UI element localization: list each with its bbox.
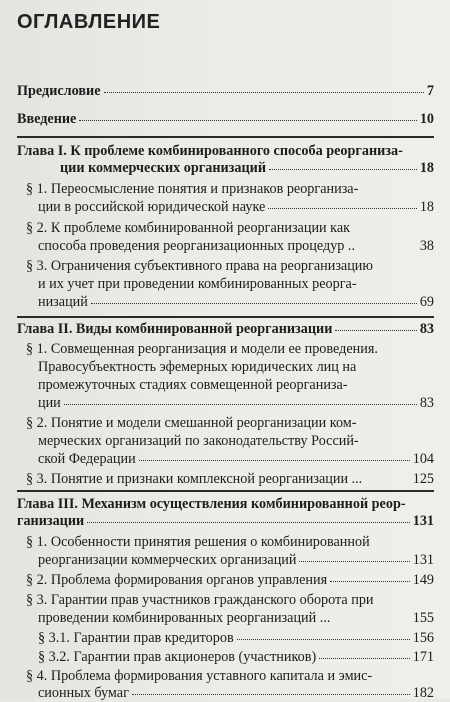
- leader-dots: [139, 448, 410, 461]
- ch1-sec1-line1: § 1. Переосмысление понятия и признаков реорганиза-: [26, 181, 359, 197]
- ch1-sec3-line2: и их учет при проведении комбинированных реорга-: [38, 276, 357, 292]
- entry-page: 69: [419, 294, 434, 310]
- entry-label: ции в российской юридической науке: [38, 199, 266, 215]
- ch2-sec1-line1: § 1. Совмещенная реорганизация и модели ее проведения.: [26, 341, 378, 357]
- ch3-sec3-line1: § 3. Гарантии прав участников гражданского оборота при: [26, 592, 374, 608]
- entry-page: 18: [419, 199, 434, 215]
- entry-label: Предисловие: [17, 83, 101, 99]
- ch2-sec2-line2: мерческих организаций по законодательству Россий-: [38, 433, 359, 449]
- entry-label: § 2. Проблема формирования органов управления: [26, 572, 328, 588]
- leader-dots: [132, 682, 410, 695]
- leader-dots: [104, 80, 424, 93]
- entry-label: ской Федерации: [38, 451, 136, 467]
- entry-page: 131: [412, 513, 434, 529]
- ch3-sec1-line1: § 1. Особенности принятия решения о комбинированной: [26, 534, 370, 550]
- entry-page: 104: [412, 451, 434, 467]
- leader-dots: [330, 569, 410, 582]
- toc-entry-preface: [17, 82, 434, 100]
- entry-label: ции: [38, 395, 61, 411]
- entry-page: 83: [419, 395, 434, 411]
- toc-entry-intro: [17, 110, 434, 128]
- ch2-sec1-line2: Правосубъектность эфемерных юридических лиц на: [38, 359, 357, 375]
- entry-label: ганизации: [17, 513, 85, 529]
- entry-page: 131: [412, 552, 434, 568]
- entry-label: Глава II. Виды комбинированной реорганизации: [17, 321, 333, 337]
- entry-label: ции коммерческих организаций: [60, 160, 266, 176]
- ch2-sec1-line3: промежуточных стадиях совмещенной реорганиза-: [38, 377, 348, 393]
- entry-label: § 3. Понятие и признаки комплексной реорганизации ...: [26, 471, 363, 487]
- leader-dots: [299, 549, 409, 562]
- entry-page: 182: [412, 685, 434, 701]
- entry-label: § 3.1. Гарантии прав кредиторов: [38, 630, 234, 646]
- entry-page: 18: [419, 160, 434, 176]
- entry-label: Введение: [17, 111, 77, 127]
- ch1-sec1-line2: [38, 198, 434, 216]
- chapter-3-heading-line1: Глава III. Механизм осуществления комбинированной реор-: [17, 496, 406, 512]
- entry-page: 10: [419, 111, 434, 127]
- entry-page: 83: [419, 321, 434, 337]
- section-divider: [17, 490, 434, 492]
- ch2-sec2-line1: § 2. Понятие и модели смешанной реорганизации ком-: [26, 415, 357, 431]
- chapter-1-heading-line2: [60, 159, 434, 177]
- leader-dots: [87, 510, 410, 523]
- entry-label: способа проведения реорганизационных процедур ..: [38, 238, 356, 254]
- section-divider: [17, 136, 434, 138]
- entry-label: проведении комбинированных реорганизаций ...: [38, 610, 331, 626]
- ch2-sec1-line4: [38, 394, 434, 412]
- ch3-sec3-1: [38, 629, 434, 647]
- entry-label: реорганизации коммерческих организаций: [38, 552, 297, 568]
- ch3-sec4-line1: § 4. Проблема формирования уставного капитала и эмис-: [26, 668, 373, 684]
- ch3-sec3-2: [38, 648, 434, 666]
- ch3-sec1-line2: [38, 551, 434, 569]
- leader-dots: [91, 291, 417, 304]
- ch1-sec2-line2: [38, 237, 434, 255]
- leader-dots: [237, 627, 410, 640]
- leader-dots: [79, 108, 416, 121]
- entry-page: 125: [412, 471, 434, 487]
- ch2-sec2-line3: [38, 450, 434, 468]
- entry-page: 149: [412, 572, 434, 588]
- ch3-sec4-line2: [38, 684, 434, 702]
- leader-dots: [335, 318, 416, 331]
- leader-dots: [269, 157, 417, 170]
- entry-page: 171: [412, 649, 434, 665]
- chapter-2-heading: [17, 320, 434, 338]
- ch1-sec3-line3: [38, 293, 434, 311]
- entry-label: низаций: [38, 294, 88, 310]
- entry-page: 7: [426, 83, 434, 99]
- leader-dots: [268, 196, 417, 209]
- leader-dots: [319, 646, 410, 659]
- ch3-sec3-line2: [38, 609, 434, 627]
- chapter-1-heading-line1: Глава I. К проблеме комбинированного способа реорганиза-: [17, 143, 403, 159]
- entry-page: 156: [412, 630, 434, 646]
- entry-label: § 3.2. Гарантии прав акционеров (участников): [38, 649, 317, 665]
- entry-label: сионных бумаг: [38, 685, 129, 701]
- leader-dots: [64, 392, 417, 405]
- entry-page: 155: [412, 610, 434, 626]
- chapter-3-heading-line2: [17, 512, 434, 530]
- entry-page: 38: [419, 238, 434, 254]
- ch3-sec2: [26, 571, 434, 589]
- ch2-sec3: [26, 470, 434, 488]
- ch1-sec2-line1: § 2. К проблеме комбинированной реорганизации как: [26, 220, 351, 236]
- ch1-sec3-line1: § 3. Ограничения субъективного права на реорганизацию: [26, 258, 374, 274]
- toc-title: ОГЛАВЛЕНИЕ: [17, 11, 161, 33]
